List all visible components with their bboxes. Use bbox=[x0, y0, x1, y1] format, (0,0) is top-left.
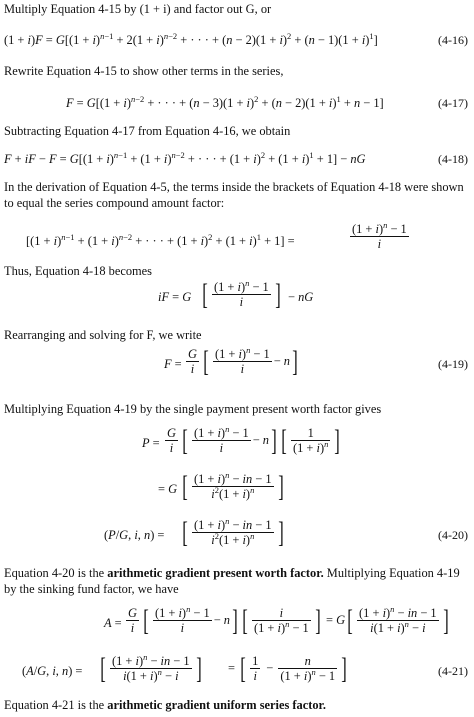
equation-number-4-18: (4-18) bbox=[438, 152, 468, 166]
paragraph-gradient-pw-c: Multiplying Equation 4-19 by the sinking fund factor, we have bbox=[4, 566, 460, 596]
paragraph-gradient-pw bbox=[4, 566, 470, 597]
paragraph-rearranging bbox=[4, 328, 470, 344]
paragraph-rearranging-text: Rearranging and solving for F, we write bbox=[4, 328, 202, 342]
equation-number-4-19: (4-19) bbox=[438, 357, 468, 371]
paragraph-derivation-4-5: In the derivation of Equation 4-5, the terms inside the brackets of Equation 4-18 were shown to equal the series compound amount factor: bbox=[4, 180, 464, 210]
paragraph-gradient-uniform-a: Equation 4-21 is the bbox=[4, 698, 108, 712]
equation-number-4-16: (4-16) bbox=[438, 33, 468, 47]
equation-4-19: F = $\frac{G}{i}$ [ $\frac{(1 + i)^n - 1}{i}$ − n] (4-19) bbox=[164, 345, 468, 379]
paragraph-subtracting: Subtracting Equation 4-17 from Equation 4-16, we obtain bbox=[4, 124, 291, 138]
equation-4-20: (P/G, i, n) = [ $\frac{(1 + i)^n - in - 1}{i^2(1 + i)^n}$ ] (4-20) bbox=[104, 516, 468, 550]
term-arithmetic-gradient-uniform-series-factor: arithmetic gradient uniform series factor. bbox=[107, 698, 326, 712]
equation-number-4-21: (4-21) bbox=[438, 664, 468, 678]
equation-P-expanded: P = $\frac{G}{i}$ [ $\frac{(1 + i)^n - 1}{i}$ − n] [ $\frac{1}{(1 + i)^n}$ ] bbox=[142, 424, 341, 458]
paragraph-gradient-pw-a: Equation 4-20 is the bbox=[4, 566, 108, 580]
equation-series-compound-amount: [$(1 + i)^{n-1} + (1 + i)^{n-2}$ + · · · + $(1 + i)^2 + (1 + i)^1 + 1$] = $\frac{(1 + i)^n - 1}{i}$ bbox=[26, 220, 407, 252]
paragraph-multiply-4-15: Multiply Equation 4-15 by (1 + i) and factor out G, or bbox=[4, 2, 272, 16]
paragraph-thus-4-18: Thus, Equation 4-18 becomes bbox=[4, 264, 152, 278]
equation-P-simplified: = G [ $\frac{(1 + i)^n - in - 1}{i^2(1 + i)^n}$ ] bbox=[158, 470, 284, 504]
textbook-page: Multiply Equation 4-15 by (1 + i) and factor out G, or $(1 + i)F = G[(1 + i)^{n-1} + 2(1 + i)^{n-2}$ + · · · + $(n - 2)(1 + i)^2 + (n - 1)(1 + i)^1$] (4-16) Rewrite Equation 4-15 to show other terms in the series, $F = G[(1 + i)^{n-2}$ + · · · + $(n - 3)(1 + i)^2 + (n - 2)(1 + i)^1 + n - 1$] (4-17) Subtracting Equation 4-17 from Equation 4-16, we obtain F + iF − $F = G[(1 + i)^{n-1} + (1 + i)^{n-2}$ + · · · + $(1 + i)^2 + (1 + i)^1 + 1$] − nG (4-18) In the derivation of Equation 4-5, the terms inside the brackets of Equation 4-18 were shown to equal the series compound amount factor: [$(1 + i)^{n-1} + (1 + i)^{n-2}$ + · · · + $(1 + i)^2 + (1 + i)^1 + 1$] = $\frac{(1 + i)^n - 1}{i}$ Thus, Equation 4-18 becomes iF = G [ $\frac{(1 + i)^n - 1}{i}$ ] − nG Rearranging and solving for F, we write F = $\frac{G}{i}$ [ $\frac{(1 + i)^n - 1}{i}$ − n] (4-19) Multiplying Equation 4-19 by the single payment present worth factor gives P = $\frac{G}{i}$ [ $\frac{(1 + i)^n - 1}{i}$ − n] [ $\frac{1}{(1 + i)^n}$ ] = G [ $\frac{(1 + i)^n - in - 1}{i^2(1 + i)^n}$ ] (P/G, i, n) = [ $\frac{(1 + i)^n - in - 1}{i^2(1 + i)^n}$ ] (4-20) Equation 4-20 is the arithmetic gradient present worth factor. Multiplying Equation 4-19 by the sinking fund factor, we have A = $\frac{G}{i}$ [ $\frac{(1 + i)^n - 1}{i}$ − n] [ $\frac{i}{(1 + i)^n - 1}$ ] = G[ $\frac{(1 + i)^n - in - 1}{i(1 + i)^n - i}$ ] (A/G, i, n) = [ $\frac{(1 + i)^n - in - 1}{i(1 + i)^n - i}$ ] = [ $\frac{1}{i}$ − $\frac{n}{(1 + i)^n - 1}$ ] (4-21) Equation 4-21 is the arithmetic gradient uniform series factor. bbox=[0, 0, 474, 717]
term-arithmetic-gradient-present-worth-factor: arithmetic gradient present worth factor. bbox=[107, 566, 324, 580]
equation-number-4-20: (4-20) bbox=[438, 528, 468, 542]
equation-iF: iF = G [ $\frac{(1 + i)^n - 1}{i}$ ] − nG bbox=[158, 278, 314, 312]
paragraph-rewrite-4-15: Rewrite Equation 4-15 to show other terms in the series, bbox=[4, 64, 284, 78]
equation-4-21: (A/G, i, n) = [ $\frac{(1 + i)^n - in - 1}{i(1 + i)^n - i}$ ] = [ $\frac{1}{i}$ − $\frac{n}{(1 + i)^n - 1}$ ] (4-21) bbox=[22, 652, 468, 686]
paragraph-multiplying-pw: Multiplying Equation 4-19 by the single payment present worth factor gives bbox=[4, 402, 382, 416]
paragraph-gradient-uniform bbox=[4, 698, 470, 714]
equation-number-4-17: (4-17) bbox=[438, 96, 468, 110]
equation-A-expanded: A = $\frac{G}{i}$ [ $\frac{(1 + i)^n - 1}{i}$ − n] [ $\frac{i}{(1 + i)^n - 1}$ ] = G[ $\frac{(1 + i)^n - in - 1}{i(1 + i)^n - i}$ ] bbox=[104, 604, 449, 638]
